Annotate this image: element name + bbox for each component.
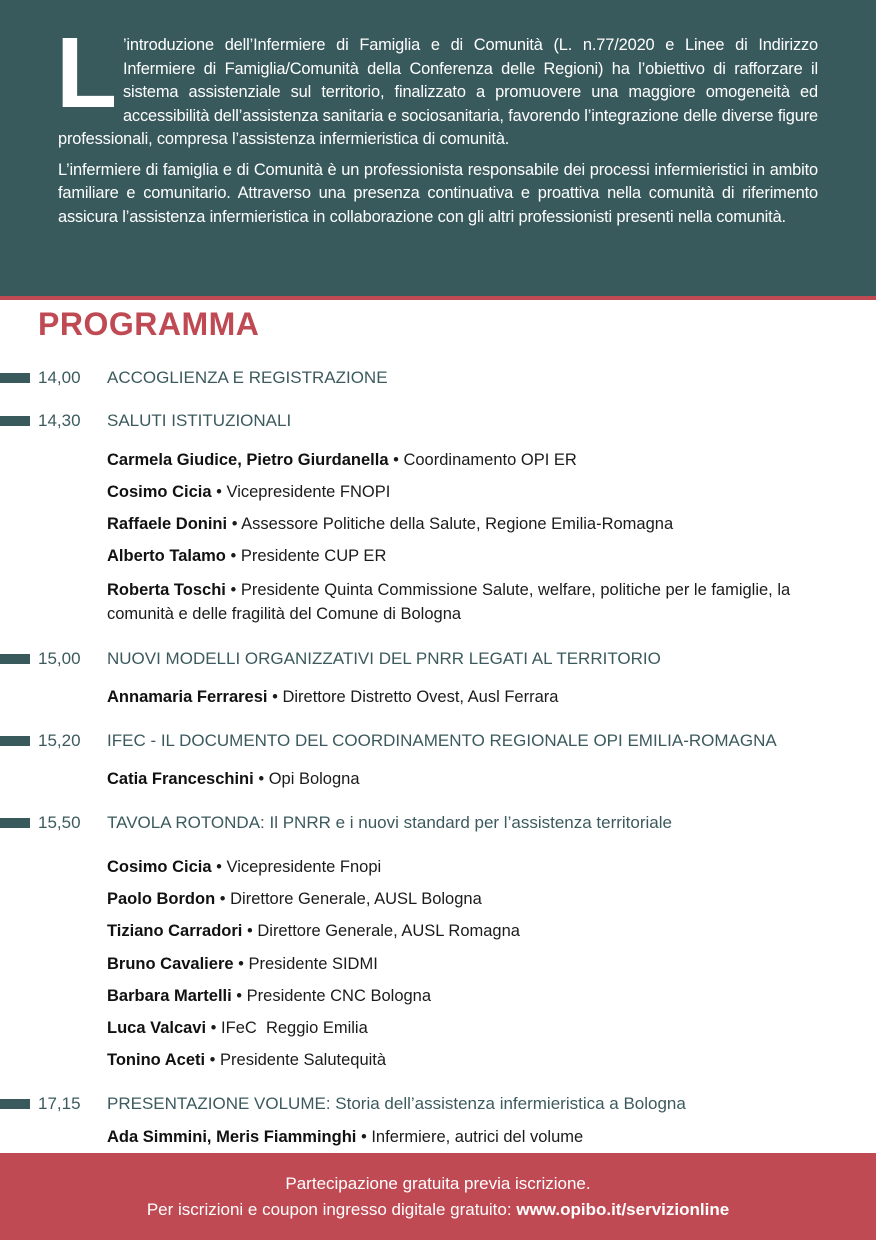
footer-banner xyxy=(0,1153,876,1240)
speaker-role: Assessore Politiche della Salute, Regione Emilia-Romagna xyxy=(241,515,674,533)
speaker-name: Luca Valcavi xyxy=(107,1019,207,1037)
speaker-name: Paolo Bordon xyxy=(107,890,216,908)
session-marker xyxy=(0,416,30,426)
speaker-line: Annamaria Ferraresi • Direttore Distretto Ovest, Ausl Ferrara xyxy=(107,688,559,706)
speaker-name: Carmela Giudice, Pietro Giurdanella xyxy=(107,451,389,469)
intro-paragraph-2: L’infermiere di famiglia e di Comunità è un professionista responsabile dei processi infermieristici in ambito familiare e comunitario. Attraverso una presenza continuativa e proattiva nella comunità di riferimento assicura l’assistenza infermieristica in collaborazione con gli altri professionisti presenti nella comunità. xyxy=(58,160,818,226)
session-title: NUOVI MODELLI ORGANIZZATIVI DEL PNRR LEGATI AL TERRITORIO xyxy=(107,649,661,668)
session-title: SALUTI ISTITUZIONALI xyxy=(107,411,292,430)
session-title: PRESENTAZIONE VOLUME: Storia dell’assistenza infermieristica a Bologna xyxy=(107,1094,686,1113)
speaker-role: Infermiere, autrici del volume xyxy=(371,1128,584,1146)
session-title: TAVOLA ROTONDA: Il PNRR e i nuovi standard per l’assistenza territoriale xyxy=(107,813,672,832)
speaker-line: Cosimo Cicia • Vicepresidente FNOPI xyxy=(107,483,391,501)
speaker-role: IFeC Reggio Emilia xyxy=(221,1019,368,1037)
speaker-line: Carmela Giudice, Pietro Giurdanella • Coordinamento OPI ER xyxy=(107,451,577,469)
drop-cap: L xyxy=(56,17,117,129)
speaker-name: Cosimo Cicia xyxy=(107,858,212,876)
speaker-line: Luca Valcavi • IFeC Reggio Emilia xyxy=(107,1019,368,1037)
speaker-role: Opi Bologna xyxy=(268,770,360,788)
intro-paragraph-1 xyxy=(56,17,818,152)
speaker-name: Bruno Cavaliere xyxy=(107,955,234,973)
speaker-line: Bruno Cavaliere • Presidente SIDMI xyxy=(107,955,378,973)
session-marker xyxy=(0,373,30,383)
speaker-line: Paolo Bordon • Direttore Generale, AUSL Bologna xyxy=(107,890,482,908)
speaker-line: Catia Franceschini • Opi Bologna xyxy=(107,770,360,788)
session-marker xyxy=(0,1099,30,1109)
speaker-role: Presidente CUP ER xyxy=(240,547,387,565)
speaker-line: Cosimo Cicia • Vicepresidente Fnopi xyxy=(107,858,382,876)
session-title: IFEC - IL DOCUMENTO DEL COORDINAMENTO REGIONALE OPI EMILIA-ROMAGNA xyxy=(107,731,777,750)
speaker-line: Alberto Talamo • Presidente CUP ER xyxy=(107,547,387,565)
programma-title: PROGRAMMA xyxy=(38,306,260,342)
speaker-name: Cosimo Cicia xyxy=(107,483,212,501)
speaker-line: Barbara Martelli • Presidente CNC Bologna xyxy=(107,987,432,1005)
session-marker xyxy=(0,654,30,664)
speaker-line: Raffaele Donini • Assessore Politiche della Salute, Regione Emilia-Romagna xyxy=(107,515,674,533)
speaker-name: Roberta Toschi xyxy=(107,581,226,599)
registration-link[interactable]: www.opibo.it/servizionline xyxy=(516,1200,730,1219)
session-time: 17,15 xyxy=(38,1094,81,1113)
footer-line-1: Partecipazione gratuita previa iscrizione. xyxy=(285,1174,591,1193)
speaker-line: Roberta Toschi • Presidente Quinta Commissione Salute, welfare, politiche per le famiglie, la comunità e delle fragilità del Comune di Bologna xyxy=(107,581,791,623)
speaker-name: Ada Simmini, Meris Fiamminghi xyxy=(107,1128,357,1146)
speaker-role: Coordinamento OPI ER xyxy=(403,451,577,469)
speaker-name: Barbara Martelli xyxy=(107,987,232,1005)
speaker-role: Direttore Generale, AUSL Romagna xyxy=(257,922,520,940)
speaker-role: Direttore Distretto Ovest, Ausl Ferrara xyxy=(282,688,559,706)
section-divider xyxy=(0,296,876,300)
speaker-role: Direttore Generale, AUSL Bologna xyxy=(230,890,482,908)
session-time: 15,50 xyxy=(38,813,81,832)
speaker-line: Ada Simmini, Meris Fiamminghi • Infermiere, autrici del volume xyxy=(107,1128,584,1146)
session-time: 14,30 xyxy=(38,411,81,430)
session-title: ACCOGLIENZA E REGISTRAZIONE xyxy=(107,368,388,387)
session-marker xyxy=(0,736,30,746)
speaker-name: Annamaria Ferraresi xyxy=(107,688,268,706)
session-time: 15,00 xyxy=(38,649,81,668)
speaker-name: Catia Franceschini xyxy=(107,770,254,788)
footer-registration-text: Per iscrizioni e coupon ingresso digitale gratuito: xyxy=(146,1200,512,1219)
session-time: 14,00 xyxy=(38,368,81,387)
speaker-role: Vicepresidente Fnopi xyxy=(226,858,382,876)
speaker-name: Tonino Aceti xyxy=(107,1051,206,1069)
speaker-name: Alberto Talamo xyxy=(107,547,226,565)
speaker-role: Presidente Quinta Commissione Salute, welfare, politiche per le famiglie, la comunità e delle fragilità del Comune di Bologna xyxy=(107,581,791,623)
session-time: 15,20 xyxy=(38,731,81,750)
intro-paragraph-1-text: ’introduzione dell’Infermiere di Famiglia e di Comunità (L. n.77/2020 e Linee di Indirizzo Infermiere di Famiglia/Comunità della Conferenza delle Regioni) ha l’obiettivo di rafforzare il sistema assistenziale sul territorio, finalizzato a promuovere una maggiore omogeneità ed accessibilità dell’assistenza sanitaria e sociosanitaria, favorendo l’integrazione delle diverse figure professionali, compresa l’assistenza infermieristica di comunità. xyxy=(58,36,818,148)
speaker-line: Tiziano Carradori • Direttore Generale, AUSL Romagna xyxy=(107,922,520,940)
speaker-role: Vicepresidente FNOPI xyxy=(226,483,391,501)
speaker-name: Tiziano Carradori xyxy=(107,922,243,940)
session-marker xyxy=(0,818,30,828)
footer-line-2 xyxy=(0,1200,876,1220)
speaker-role: Presidente SIDMI xyxy=(248,955,378,973)
speaker-name: Raffaele Donini xyxy=(107,515,228,533)
speaker-role: Presidente Salutequità xyxy=(220,1051,387,1069)
intro-panel xyxy=(0,0,876,296)
speaker-role: Presidente CNC Bologna xyxy=(246,987,432,1005)
speaker-line: Tonino Aceti • Presidente Salutequità xyxy=(107,1051,387,1069)
